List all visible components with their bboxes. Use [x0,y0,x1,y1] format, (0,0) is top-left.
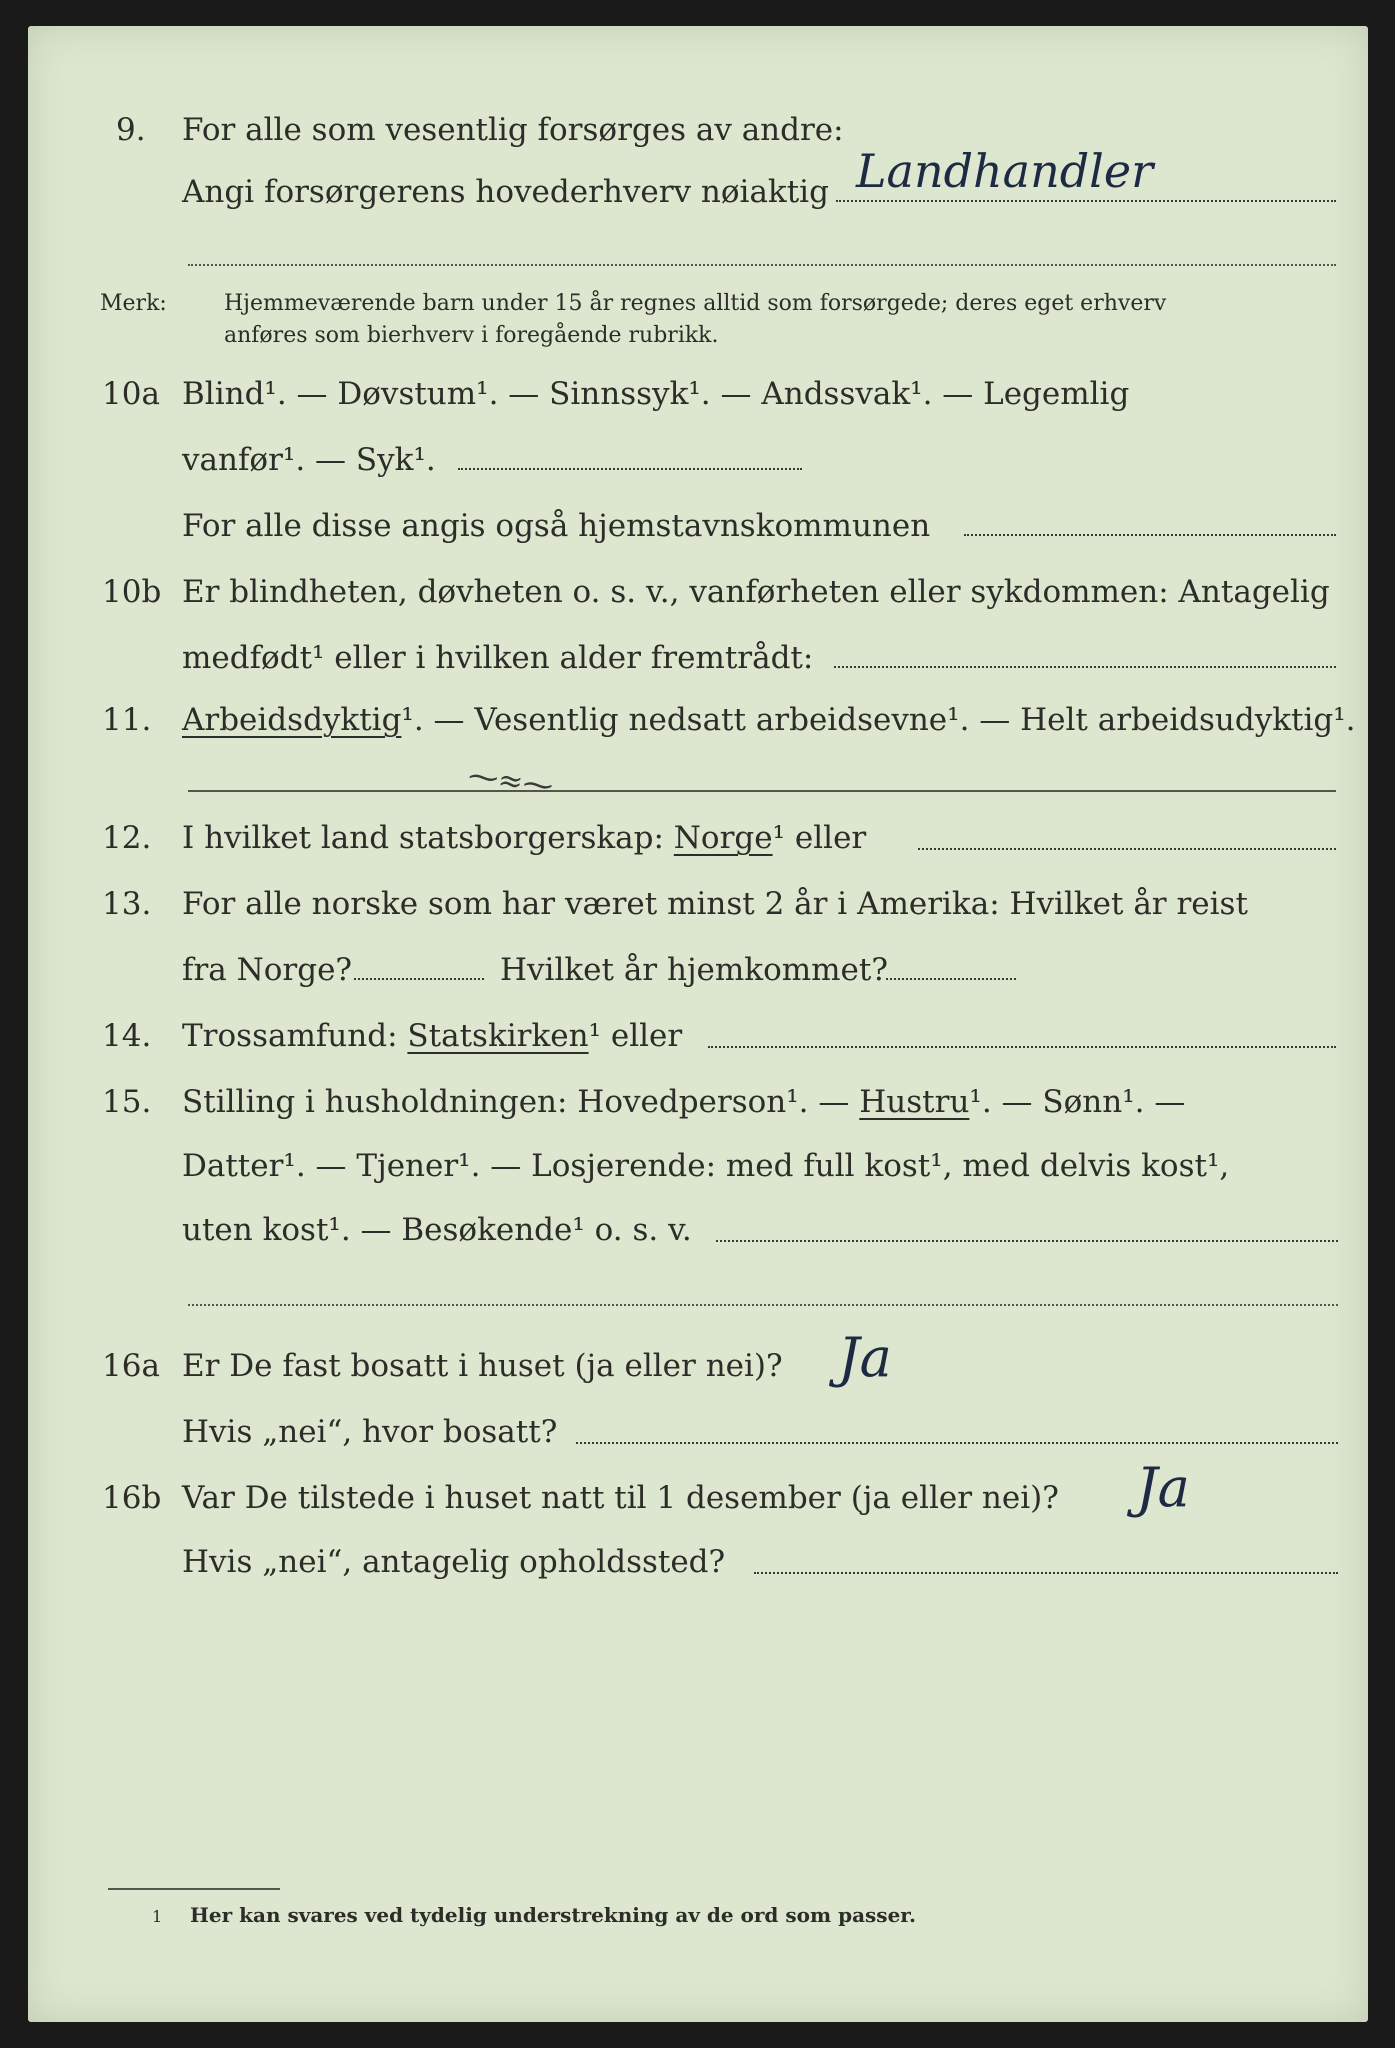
q14-underlined-choice: Statskirken [407,1018,589,1054]
q12-underlined-choice: Norge [673,820,773,856]
q12-number: 12. [102,820,152,856]
merk-line2: anføres som bierhverv i foregående rubrikk. [224,323,719,348]
q10a-line2: vanfør¹. — Syk¹. [182,442,436,478]
q16a-number: 16a [102,1348,160,1384]
q14-answer-line [708,1046,1336,1048]
q10a-line3: For alle disse angis også hjemstavnskommunen [182,508,931,544]
q13-hjem-line [886,978,1016,980]
q15-line1 [182,1082,1185,1122]
q9-number: 9. [116,112,146,148]
q15-extra-line [188,1304,1338,1306]
q11-number: 11. [102,702,152,738]
q10a-syk-line [458,468,802,470]
q13-line1: For alle norske som har været minst 2 år i Amerika: Hvilket år reist [182,886,1248,922]
q16b-line2: Hvis „nei“, antagelig opholdssted? [182,1544,726,1580]
footnote-rule [108,1888,280,1890]
q16a-answer-handwritten: Ja [838,1326,892,1389]
footnote-mark: 1 [152,1907,163,1926]
q16b-number: 16b [102,1480,162,1516]
q15-answer-line [716,1240,1338,1242]
q16a-answer-line [576,1442,1338,1444]
q13-line2b: Hvilket år hjemkommet? [500,952,888,988]
q14-line [182,1016,682,1056]
q11-rest: ¹. — Vesentlig nedsatt arbeidsevne¹. — Helt arbeidsudyktig¹. [401,702,1356,738]
q12-pre: I hvilket land statsborgerskap: [182,820,664,856]
q15-number: 15. [102,1084,152,1120]
q15-underlined-choice: Hustru [859,1084,970,1120]
q11-line [182,700,1356,740]
q10a-line1: Blind¹. — Døvstum¹. — Sinnssyk¹. — Andssvak¹. — Legemlig [182,376,1130,412]
q9-answer-handwritten: Landhandler [856,144,1154,198]
q15-line3: uten kost¹. — Besøkende¹ o. s. v. [182,1212,692,1248]
q9-extra-line [188,264,1336,266]
census-form-page [28,26,1368,2022]
q14-number: 14. [102,1018,152,1054]
q9-line2: Angi forsørgerens hovederhverv nøiaktig [182,174,829,210]
q12-answer-line [918,848,1336,850]
q12-post: ¹ eller [772,820,867,856]
q12-line [182,818,866,858]
footnote-text: Her kan svares ved tydelig understrekning av de ord som passer. [190,1903,916,1927]
q15-line2: Datter¹. — Tjener¹. — Losjerende: med full kost¹, med delvis kost¹, [182,1148,1230,1184]
q13-number: 13. [102,886,152,922]
q14-pre: Trossamfund: [182,1018,398,1054]
q16b-line1: Var De tilstede i huset natt til 1 desember (ja eller nei)? [182,1480,1059,1516]
merk-line1: Hjemmeværende barn under 15 år regnes alltid som forsørgede; deres eget erhverv [224,291,1167,316]
q16a-line2: Hvis „nei“, hvor bosatt? [182,1414,558,1450]
q10b-answer-line [834,666,1336,668]
q11-ink-scribble: ⁓≈⁓ [465,758,556,805]
q10a-kommune-line [964,534,1336,536]
q13-line2a: fra Norge? [182,952,353,988]
q9-line1: For alle som vesentlig forsørges av andre: [182,112,844,148]
q10b-line1: Er blindheten, døvheten o. s. v., vanførheten eller sykdommen: Antagelig [182,574,1330,610]
q10b-number: 10b [102,574,162,610]
q15-line1-pre: Stilling i husholdningen: Hovedperson¹. — [182,1084,850,1120]
q10a-number: 10a [102,376,160,412]
q13-reist-line [354,978,484,980]
merk-label: Merk: [100,291,167,316]
q14-post: ¹ eller [588,1018,683,1054]
q16a-line1: Er De fast bosatt i huset (ja eller nei)? [182,1348,783,1384]
q9-answer-line [836,200,1336,202]
q15-line1-post: ¹. — Sønn¹. — [969,1084,1186,1120]
q16b-answer-handwritten: Ja [1136,1456,1190,1519]
q11-underlined-choice: Arbeidsdyktig [182,702,402,738]
q16b-answer-line [754,1572,1338,1574]
q11-extra-line [188,790,1336,792]
q10b-line2: medfødt¹ eller i hvilken alder fremtrådt: [182,640,814,676]
